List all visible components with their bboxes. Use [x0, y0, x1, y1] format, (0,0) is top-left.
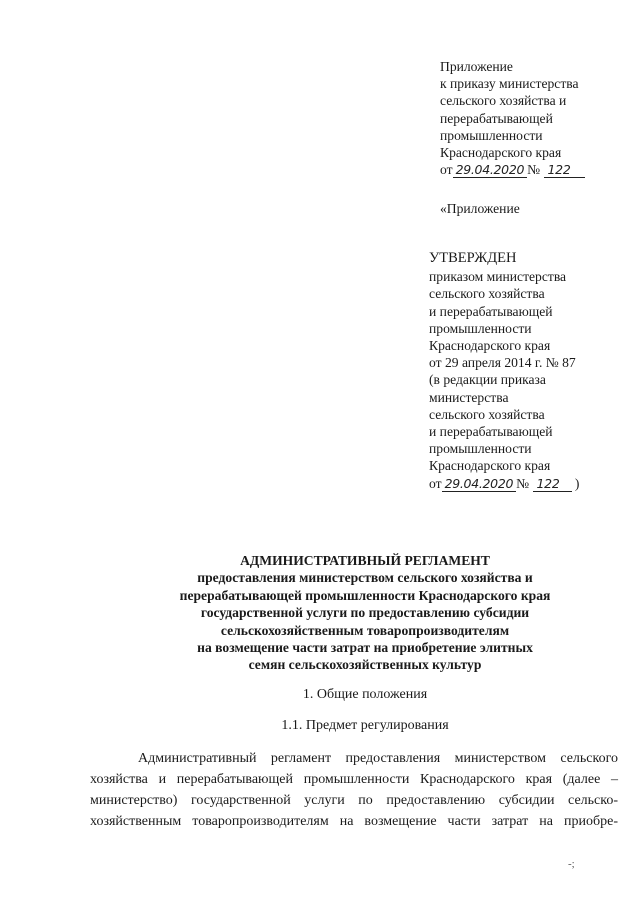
approved-line: сельского хозяйства	[429, 286, 545, 302]
appendix-line: Краснодарского края	[440, 145, 562, 161]
paragraph-line: министерство) государственной услуги по предоставлению субсидии сельско-	[90, 793, 618, 808]
paragraph-line: хозяйства и перерабатывающей промышленности Краснодарского края (далее –	[90, 772, 618, 787]
body-paragraph	[90, 748, 618, 832]
title-line: предоставления министерством сельского хозяйства и	[197, 570, 533, 586]
title-line: АДМИНИСТРАТИВНЫЙ РЕГЛАМЕНТ	[240, 553, 490, 568]
appendix-header	[440, 58, 585, 178]
approved-line: от 29 апреля 2014 г. № 87	[429, 355, 576, 371]
approved-line: промышленности	[429, 320, 532, 336]
approved-line: промышленности	[429, 441, 532, 457]
title-line: семян сельскохозяйственных культур	[248, 657, 482, 673]
approved-line: и перерабатывающей	[429, 303, 553, 319]
date-prefix: от	[429, 475, 442, 491]
handwritten-number: 122	[544, 163, 585, 178]
approved-line: (в редакции приказа	[429, 372, 546, 388]
title-line: сельскохозяйственным товаропроизводителям	[220, 622, 510, 638]
title-line: перерабатывающей промышленности Краснодарского края	[179, 587, 551, 603]
paragraph-line: хозяйственным товаропроизводителям на возмещение части затрат на приобре-	[90, 814, 618, 829]
number-label: №	[516, 475, 530, 491]
date-prefix: от	[440, 162, 453, 178]
approved-line: и перерабатывающей	[429, 424, 553, 440]
title-line: на возмещение части затрат на приобретение элитных	[197, 640, 533, 656]
approved-heading: УТВЕРЖДЕН	[429, 250, 517, 266]
appendix-line: к приказу министерства	[440, 76, 579, 92]
page-mark: -;	[568, 858, 575, 870]
approved-date-line	[429, 475, 579, 492]
paragraph-line: Административный регламент предоставления министерством сельского	[138, 751, 618, 766]
approved-line: приказом министерства	[429, 269, 567, 285]
appendix-line: Приложение	[440, 59, 513, 74]
appendix-line: сельского хозяйства и	[440, 93, 567, 109]
appendix-line: перерабатывающей	[440, 110, 553, 126]
handwritten-number: 122	[533, 477, 572, 492]
section-heading: 1. Общие положения	[302, 687, 428, 702]
approved-line: сельского хозяйства	[429, 406, 545, 422]
appendix-date-line	[440, 161, 585, 178]
approved-line: министерства	[429, 389, 509, 405]
handwritten-date: 29.04.2020	[442, 477, 517, 492]
appendix-title: «Приложение	[440, 201, 520, 216]
title-line: государственной услуги по предоставлению субсидии	[200, 605, 530, 621]
appendix-line: промышленности	[440, 127, 543, 143]
approval-stamp	[429, 250, 579, 492]
closing-paren: )	[574, 475, 580, 491]
handwritten-date: 29.04.2020	[453, 163, 528, 178]
document-title	[90, 552, 640, 674]
approved-line: Краснодарского края	[429, 338, 551, 354]
approved-line: Краснодарского края	[429, 458, 551, 474]
subsection-heading: 1.1. Предмет регулирования	[281, 718, 449, 733]
number-label: №	[527, 162, 541, 178]
